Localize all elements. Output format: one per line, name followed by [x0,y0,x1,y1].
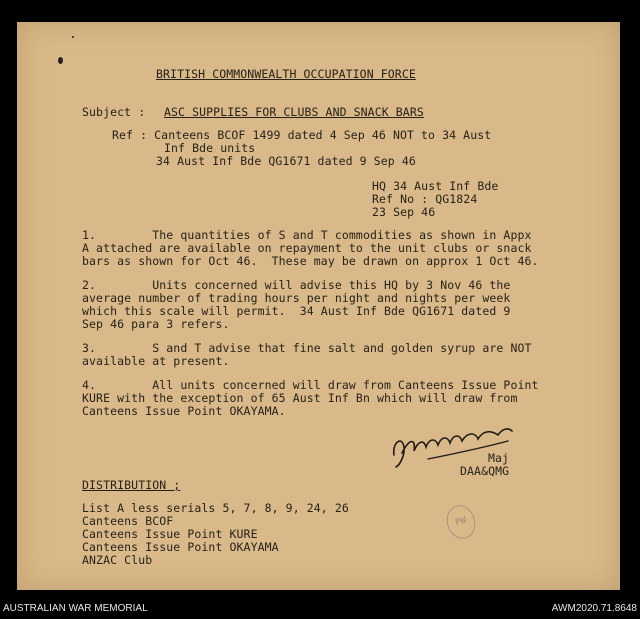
reference-line: Ref : Canteens BCOF 1499 dated 4 Sep 46 NOT to 34 Aust [112,128,492,142]
paragraph-4-line: KURE with the exception of 65 Aust Inf Bn which will draw from [82,391,518,405]
distribution-item: Canteens Issue Point KURE [82,527,258,541]
document-heading: BRITISH COMMONWEALTH OCCUPATION FORCE [156,67,416,81]
reference-line: Inf Bde units [164,141,256,155]
ink-speck [72,36,74,38]
paragraph-2-line: which this scale will permit. 34 Aust Inf Bde QG1671 dated 9 [82,304,511,318]
paragraph-2-line: Sep 46 para 3 refers. [82,317,230,331]
paragraph-2-line: 2. Units concerned will advise this HQ by 3 Nov 46 the [82,278,511,292]
subject-label: Subject : [82,105,146,119]
footer-accession-number: AWM2020.71.8648 [551,603,637,614]
paragraph-1-line: 1. The quantities of S and T commodities as shown in Appx [82,228,532,242]
initials-stamp: PW [442,502,479,543]
paragraph-4-line: Canteens Issue Point OKAYAMA. [82,404,286,418]
distribution-item: List A less serials 5, 7, 8, 9, 24, 26 [82,501,349,515]
reference-line: 34 Aust Inf Bde QG1671 dated 9 Sep 46 [156,154,416,168]
paragraph-2-line: average number of trading hours per night and nights per week [82,291,511,305]
signature-rank: Maj [488,451,510,465]
subject-text: ASC SUPPLIES FOR CLUBS AND SNACK BARS [164,105,424,119]
signature-title: DAA&QMG [460,464,510,478]
paragraph-1-line: A attached are available on repayment to the unit clubs or snack [82,241,532,255]
paragraph-4-line: 4. All units concerned will draw from Canteens Issue Point [82,378,539,392]
paragraph-1-line: bars as shown for Oct 46. These may be drawn on approx 1 Oct 46. [82,254,539,268]
hq-line: HQ 34 Aust Inf Bde [372,179,499,193]
hq-date: 23 Sep 46 [372,205,436,219]
distribution-heading: DISTRIBUTION ; [82,478,181,492]
footer-institution: AUSTRALIAN WAR MEMORIAL [3,603,148,614]
hq-ref-number: Ref No : QG1824 [372,192,478,206]
distribution-item: ANZAC Club [82,553,153,567]
distribution-item: Canteens BCOF [82,514,174,528]
distribution-item: Canteens Issue Point OKAYAMA [82,540,279,554]
paragraph-3-line: 3. S and T advise that fine salt and golden syrup are NOT [82,341,532,355]
ink-speck [58,57,63,64]
paragraph-3-line: available at present. [82,354,230,368]
